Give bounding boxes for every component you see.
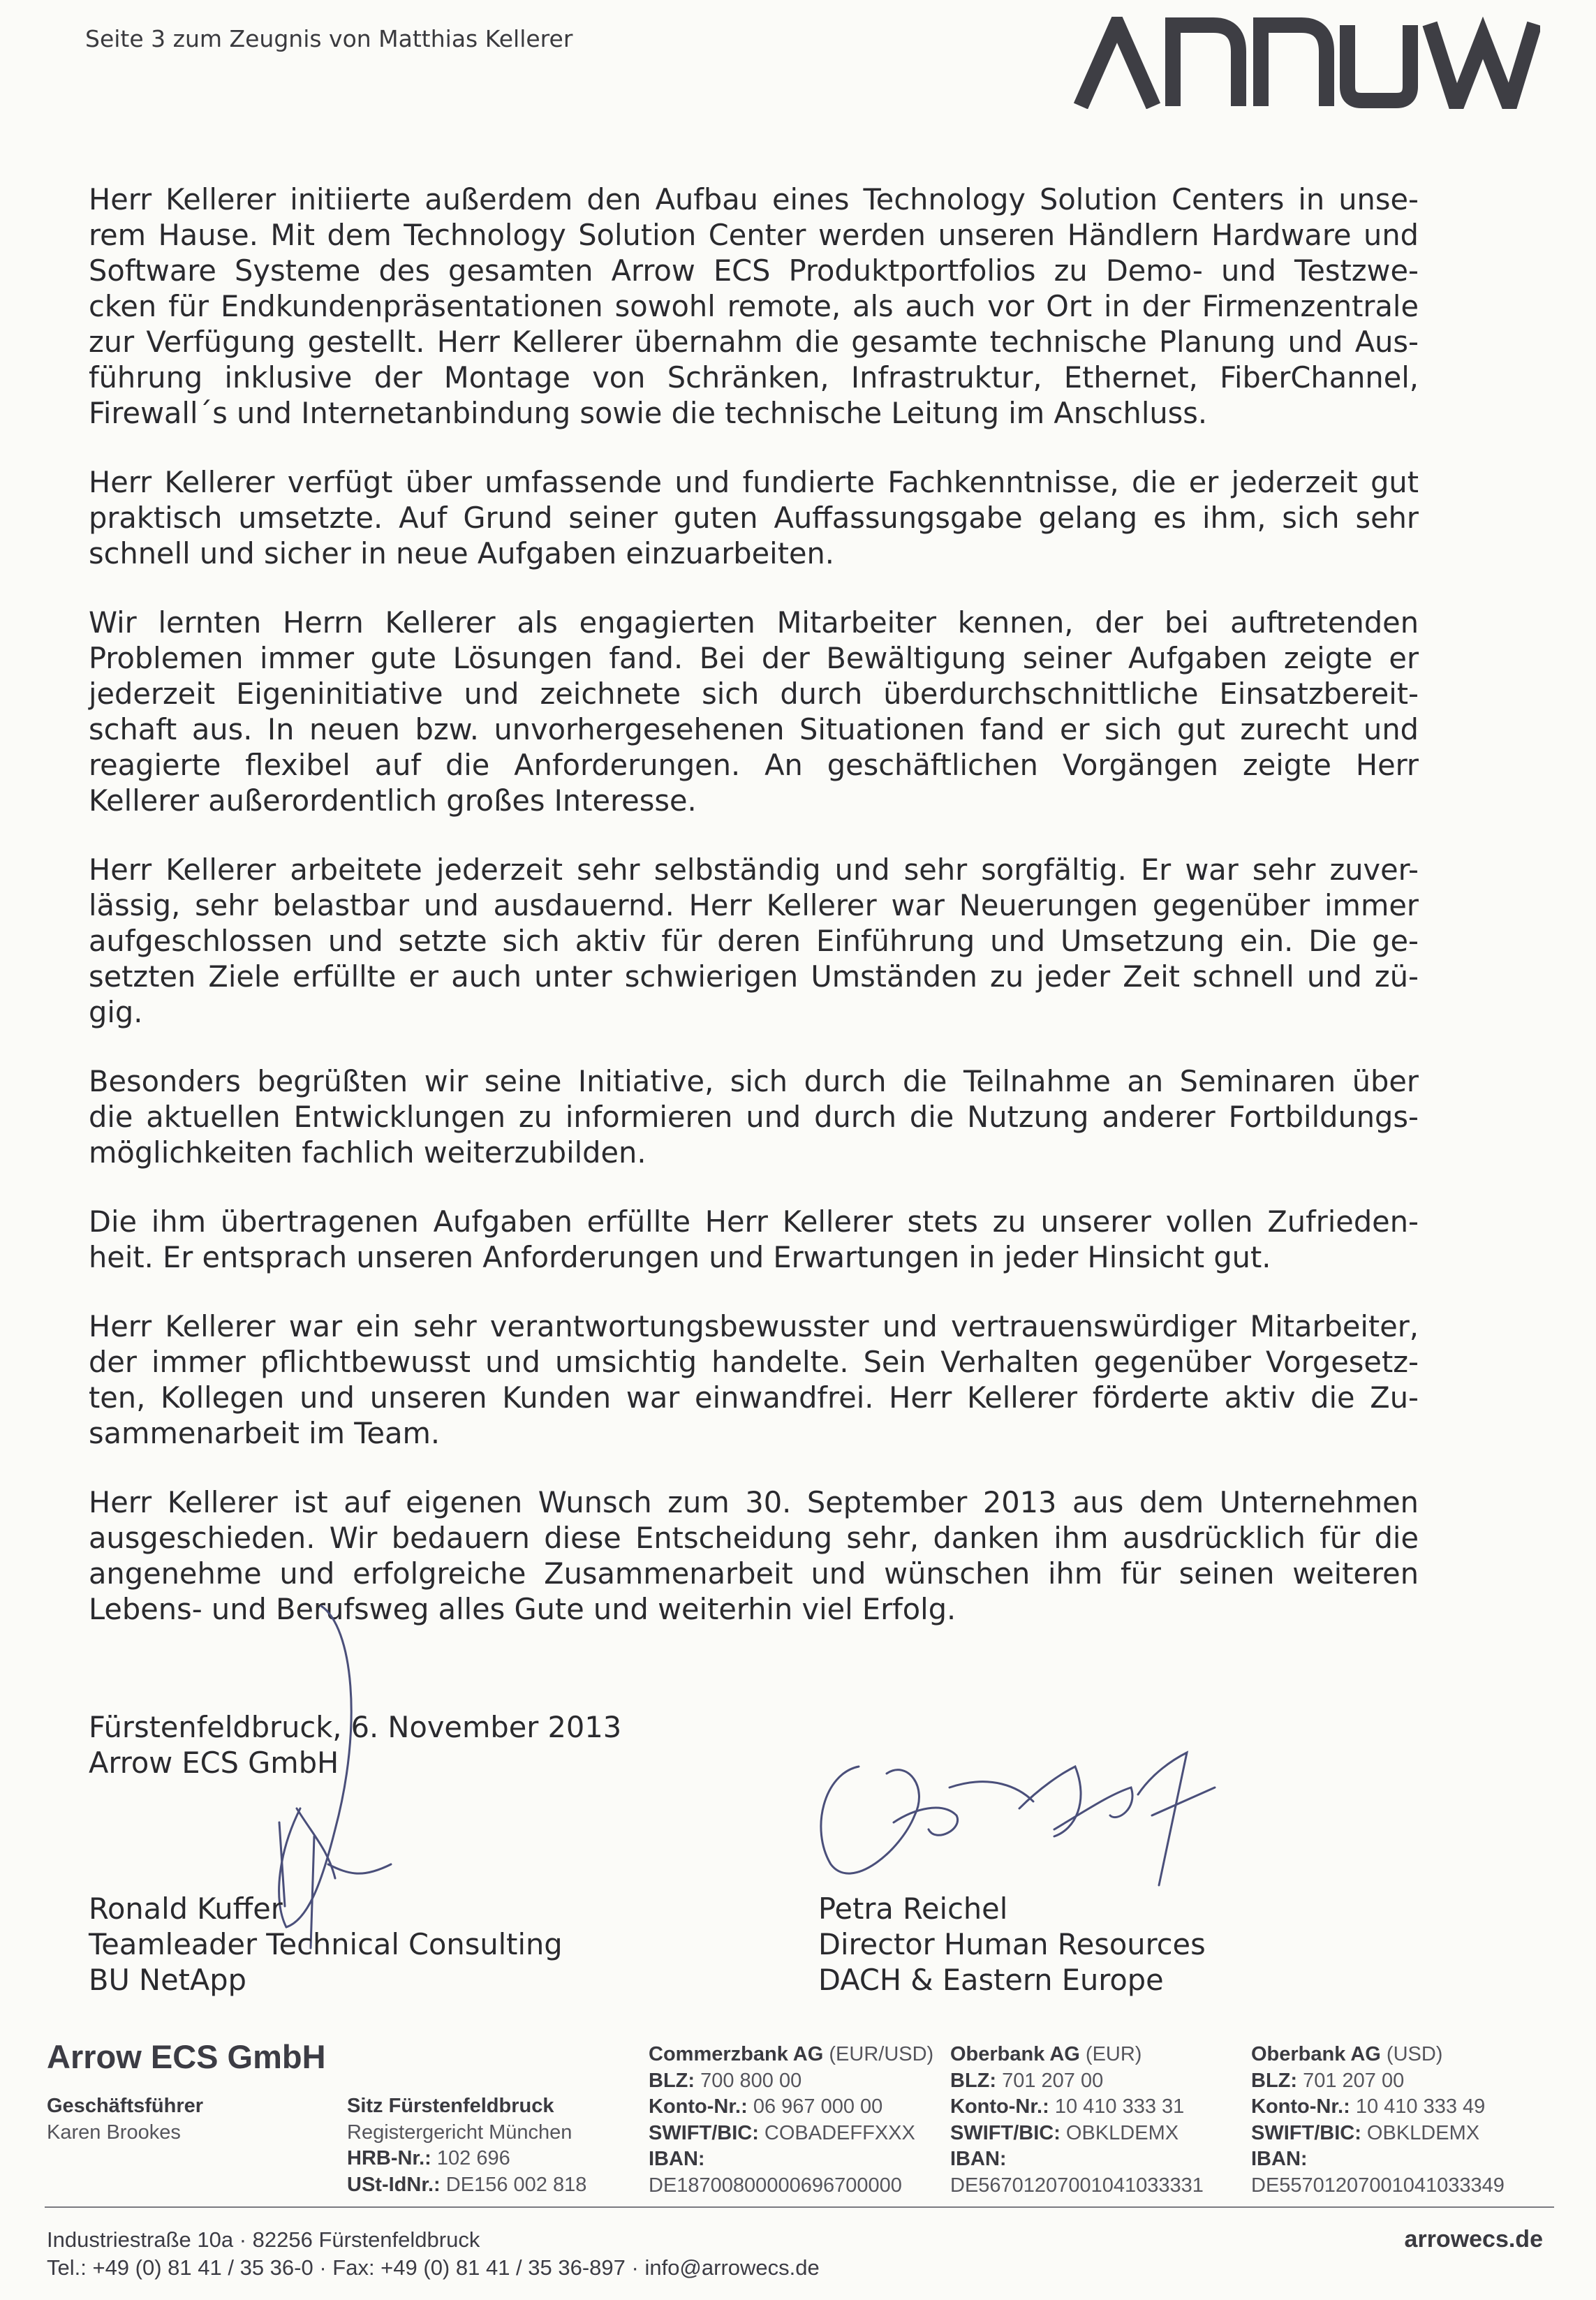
body-line: sammenarbeit im Team.: [89, 1416, 441, 1450]
body-paragraph: [89, 1204, 1419, 1275]
bank-currency: (USD): [1386, 2043, 1443, 2065]
body-line: cken für Endkundenpräsentationen sowohl remote, als auch vor Ort in der Firmenzentrale: [89, 289, 1419, 323]
bank-name: Commerzbank AG: [649, 2043, 824, 2065]
swift-label: SWIFT/BIC:: [1251, 2121, 1361, 2144]
blz-value: 701 207 00: [1002, 2069, 1104, 2092]
body-line: praktisch umsetzte. Auf Grund seiner guten Auffassungsgabe gelang es ihm, sich sehr: [89, 501, 1419, 535]
body-line: schnell und sicher in neue Aufgaben einzuarbeiten.: [89, 536, 834, 570]
footer-website: arrowecs.de: [1404, 2226, 1543, 2253]
konto-value: 06 967 000 00: [753, 2095, 883, 2118]
body-line: ausgeschieden. Wir bedauern diese Entscheidung sehr, danken ihm ausdrücklich für die: [89, 1521, 1419, 1555]
body-line: Herr Kellerer ist auf eigenen Wunsch zum 30. September 2013 aus dem Unternehmen: [89, 1485, 1419, 1519]
iban-label: IBAN:: [950, 2148, 1007, 2170]
closing-company: Arrow ECS GmbH: [89, 1746, 339, 1780]
footer-divider: [45, 2206, 1554, 2208]
body-line: Herr Kellerer verfügt über umfassende und fundierte Fachkenntnisse, die er jederzeit gut: [89, 465, 1419, 499]
signatory-right-title: Director Human Resources: [818, 1927, 1206, 1961]
bank-column-1: [950, 2042, 1204, 2199]
body-paragraph: [89, 182, 1419, 431]
blz-label: BLZ:: [950, 2069, 997, 2092]
konto-label: Konto-Nr.:: [1251, 2095, 1350, 2118]
body-line: Besonders begrüßten wir seine Initiative, sich durch die Teilnahme an Seminaren über: [89, 1064, 1419, 1098]
bank-column-0: [649, 2042, 933, 2199]
body-line: Die ihm übertragenen Aufgaben erfüllte Herr Kellerer stets zu unserer vollen Zufrieden-: [89, 1204, 1419, 1239]
footer-company-name: Arrow ECS GmbH: [47, 2038, 326, 2075]
iban-label: IBAN:: [649, 2148, 705, 2170]
konto-value: 10 410 333 31: [1054, 2095, 1185, 2118]
body-line: heit. Er entsprach unseren Anforderungen und Erwartungen in jeder Hinsicht gut.: [89, 1240, 1271, 1274]
bank-column-2: [1251, 2042, 1505, 2199]
body-line: möglichkeiten fachlich weiterzubilden.: [89, 1135, 646, 1170]
blz-value: 700 800 00: [700, 2069, 802, 2092]
footer-contact: Tel.: +49 (0) 81 41 / 35 36-0 · Fax: +49 (0) 81 41 / 35 36-897 · info@arrowecs.de: [47, 2255, 820, 2280]
iban-value: DE18700800000696700000: [649, 2174, 902, 2197]
hrb-value: 102 696: [436, 2147, 510, 2169]
bank-currency: (EUR/USD): [829, 2043, 934, 2065]
blz-label: BLZ:: [1251, 2069, 1298, 2092]
body-line: aufgeschlossen und setzte sich aktiv für deren Einführung und Umsetzung ein. Die ge-: [89, 924, 1419, 958]
bank-name: Oberbank AG: [1251, 2043, 1381, 2065]
body-line: ten, Kollegen und unseren Kunden war einwandfrei. Herr Kellerer förderte aktiv die Zu-: [89, 1380, 1419, 1415]
body-line: jederzeit Eigeninitiative und zeichnete sich durch überdurchschnittliche Einsatzbereit-: [89, 677, 1419, 711]
konto-label: Konto-Nr.:: [950, 2095, 1049, 2118]
body-line: angenehme und erfolgreiche Zusammenarbeit und wünschen ihm für seinen weiteren: [89, 1556, 1419, 1591]
body-line: lässig, sehr belastbar und ausdauernd. Herr Kellerer war Neuerungen gegenüber immer: [89, 888, 1419, 922]
footer-management: [47, 2093, 203, 2146]
swift-value: COBADEFFXXX: [764, 2121, 915, 2144]
footer-address: Industriestraße 10a · 82256 Fürstenfeldbruck: [47, 2227, 480, 2252]
iban-value: DE56701207001041033331: [950, 2174, 1204, 2197]
body-line: Kellerer außerordentlich großes Interesse.: [89, 783, 697, 818]
signatory-left: [89, 1891, 563, 1998]
konto-value: 10 410 333 49: [1355, 2095, 1486, 2118]
body-line: Herr Kellerer initiierte außerdem den Aufbau eines Technology Solution Centers in unse-: [89, 182, 1419, 216]
blz-value: 701 207 00: [1303, 2069, 1405, 2092]
management-label: Geschäftsführer: [47, 2095, 204, 2117]
body-line: Wir lernten Herrn Kellerer als engagierten Mitarbeiter kennen, der bei auftretenden: [89, 605, 1419, 640]
bank-name: Oberbank AG: [950, 2043, 1080, 2065]
register-court: Registergericht München: [347, 2121, 572, 2144]
blz-label: BLZ:: [649, 2069, 695, 2092]
swift-value: OBKLDEMX: [1065, 2121, 1179, 2144]
swift-label: SWIFT/BIC:: [649, 2121, 759, 2144]
page-header-line: Seite 3 zum Zeugnis von Matthias Kellerer: [85, 25, 573, 52]
footer-address-block: [47, 2226, 820, 2282]
body-line: setzten Ziele erfüllte er auch unter schwierigen Umständen zu jeder Zeit schnell und zü-: [89, 959, 1419, 994]
seat-label: Sitz Fürstenfeldbruck: [347, 2095, 554, 2117]
body-line: reagierte flexibel auf die Anforderungen. An geschäftlichen Vorgängen zeigte Herr: [89, 748, 1419, 782]
body-paragraph: [89, 1063, 1419, 1170]
body-line: Herr Kellerer arbeitete jederzeit sehr selbständig und sehr sorgfältig. Er war sehr zuver-: [89, 853, 1419, 887]
body-line: führung inklusive der Montage von Schränken, Infrastruktur, Ethernet, FiberChannel,: [89, 360, 1419, 395]
body-line: Problemen immer gute Lösungen fand. Bei der Bewältigung seiner Aufgaben zeigte er: [89, 641, 1419, 675]
vat-value: DE156 002 818: [445, 2173, 587, 2196]
bank-currency: (EUR): [1085, 2043, 1142, 2065]
body-line: Firewall´s und Internetanbindung sowie die technische Leitung im Anschluss.: [89, 396, 1208, 430]
letter-body: [89, 182, 1419, 1660]
hrb-label: HRB-Nr.:: [347, 2147, 431, 2169]
footer-registry: [347, 2093, 586, 2198]
swift-label: SWIFT/BIC:: [950, 2121, 1061, 2144]
vat-label: USt-IdNr.:: [347, 2173, 441, 2196]
body-paragraph: [89, 1309, 1419, 1451]
body-line: die aktuellen Entwicklungen zu informieren und durch die Nutzung anderer Fortbildungs-: [89, 1100, 1419, 1134]
iban-value: DE55701207001041033349: [1251, 2174, 1505, 2197]
body-line: zur Verfügung gestellt. Herr Kellerer übernahm die gesamte technische Planung und Aus-: [89, 325, 1419, 359]
body-line: Software Systeme des gesamten Arrow ECS Produktportfolios zu Demo- und Testzwe-: [89, 253, 1419, 288]
signatory-right: [818, 1891, 1206, 1998]
body-paragraph: [89, 605, 1419, 818]
body-line: rem Hause. Mit dem Technology Solution Center werden unseren Händlern Hardware und: [89, 218, 1419, 252]
place-and-date: Fürstenfeldbruck, 6. November 2013: [89, 1710, 622, 1744]
body-paragraph: [89, 852, 1419, 1030]
signatory-right-name: Petra Reichel: [818, 1892, 1008, 1926]
signatory-right-unit: DACH & Eastern Europe: [818, 1963, 1164, 1997]
letterhead-footer: [0, 2030, 1596, 2300]
management-name: Karen Brookes: [47, 2121, 181, 2144]
swift-value: OBKLDEMX: [1366, 2121, 1480, 2144]
body-paragraph: [89, 464, 1419, 571]
body-line: Lebens- und Berufsweg alles Gute und weiterhin viel Erfolg.: [89, 1592, 956, 1626]
body-line: Herr Kellerer war ein sehr verantwortungsbewusster und vertrauenswürdiger Mitarbeiter,: [89, 1309, 1419, 1343]
body-line: der immer pflichtbewusst und umsichtig handelte. Sein Verhalten gegenüber Vorgesetz-: [89, 1345, 1419, 1379]
arrow-logo: [1074, 17, 1540, 109]
body-line: gig.: [89, 995, 143, 1029]
body-line: schaft aus. In neuen bzw. unvorhergesehenen Situationen fand er sich gut zurecht und: [89, 712, 1419, 746]
signatory-left-unit: BU NetApp: [89, 1963, 246, 1997]
signatory-left-title: Teamleader Technical Consulting: [89, 1927, 563, 1961]
iban-label: IBAN:: [1251, 2148, 1308, 2170]
konto-label: Konto-Nr.:: [649, 2095, 748, 2118]
signatory-left-name: Ronald Kuffer: [89, 1892, 283, 1926]
